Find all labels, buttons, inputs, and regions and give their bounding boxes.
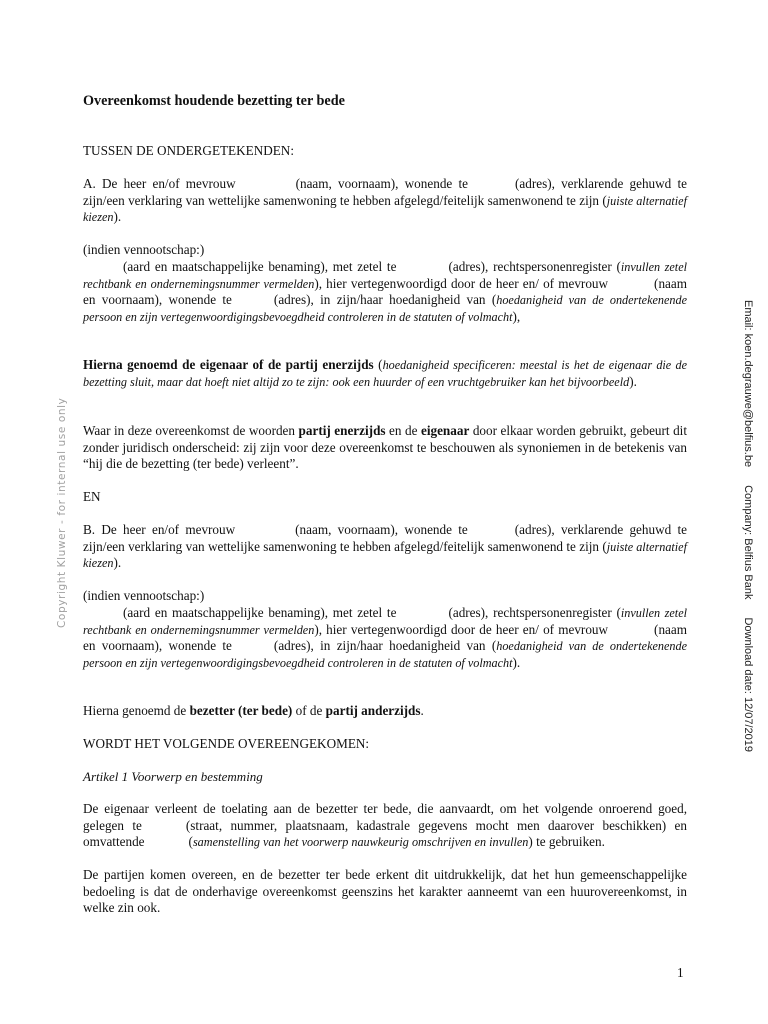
hierna-bezetter-text-3: . (420, 703, 424, 718)
company-label: Company: Belfius Bank (742, 485, 754, 600)
page-number: 1 (677, 965, 684, 980)
waar-paragraph (83, 423, 687, 473)
hierna-eigenaar-bold: Hierna genoemd de eigenaar of de partij enerzijds (83, 357, 374, 372)
party-b-v-text-4: (naam en voornaam), wonende te (83, 621, 687, 654)
party-b-paragraph (83, 522, 687, 572)
email-label: Email: koen.degrauwe@belfius.be (742, 300, 754, 468)
party-a-vennootschap-paragraph (83, 259, 687, 325)
waar-text-2: en de (385, 423, 421, 438)
party-b-v-text-6: ). (512, 654, 521, 670)
tussen-heading: TUSSEN DE ONDERGETEKENDEN: (83, 143, 294, 158)
copyright-watermark: Copyright Kluwer - for internal use only (56, 397, 68, 628)
party-a-text-1: A. De heer en/of mevrouw (83, 176, 236, 191)
partijen-paragraph: De partijen komen overeen, en de bezetter ter bede erkent dit uitdrukkelijk, dat het hun gemeenschappelijke bedoeling is dat de onderhavige overeenkomst geenszins het karakter aanneemt van een huurovereenkomst, in welke zin ook. (83, 867, 687, 916)
artikel-1-heading: Artikel 1 Voorwerp en bestemming (83, 769, 263, 784)
hierna-bezetter-paragraph (83, 703, 687, 720)
party-a-italic: juiste alternatief kiezen (83, 193, 687, 225)
party-b-v-text-1: (aard en maatschappelijke benaming), met zetel te (123, 605, 397, 620)
hierna-bezetter-text-1: Hierna genoemd de (83, 703, 190, 718)
party-b-text-2: (naam, voornaam), wonende te (295, 522, 468, 537)
party-a-v-text-3: ), hier vertegenwoordigd door de heer en/ of mevrouw (314, 275, 609, 291)
download-info-sidebar (742, 300, 754, 770)
party-b-v-text-2: (adres), rechtspersonenregister ( (448, 605, 621, 620)
wordt-heading: WORDT HET VOLGENDE OVEREENGEKOMEN: (83, 736, 370, 751)
hierna-eigenaar-close: ). (629, 373, 637, 389)
hierna-bezetter-bold-2: partij anderzijds (325, 703, 421, 718)
download-date-label: Download date: 12/07/2019 (742, 617, 754, 753)
party-a-v-text-1: (aard en maatschappelijke benaming), met zetel te (123, 259, 397, 274)
party-b-v-italic-1: invullen zetel rechtbank en ondernemingsnummer vermelden (83, 606, 687, 637)
party-b-vennootschap-label: (indien vennootschap:) (83, 588, 205, 603)
party-b-v-text-3: ), hier vertegenwoordigd door de heer en/ of mevrouw (314, 621, 609, 637)
party-a-paragraph (83, 176, 687, 226)
hierna-eigenaar-paragraph (83, 357, 687, 390)
party-a-v-text-4: (naam en voornaam), wonende te (83, 275, 687, 308)
party-a-text-3: (adres), verklarende gehuwd te zijn/een verklaring van wettelijke samenwoning te hebben afgelegd/feitelijk samenwonend te zijn ( (83, 176, 687, 208)
party-a-v-italic-1: invullen zetel rechtbank en ondernemingsnummer vermelden (83, 260, 687, 291)
hierna-eigenaar-open: ( (373, 357, 383, 372)
waar-text-3: door elkaar worden gebruikt, gebeurt dit zonder juridisch onderscheid: zij zijn voor deze overeenkomst te beschouwen als synoniemen in de betekenis van “hij die de bezetting (ter bede) verleent”. (83, 423, 688, 472)
party-b-v-text-5: (adres), in zijn/haar hoedanigheid van ( (273, 638, 497, 654)
art1-text-3: ( (188, 834, 193, 850)
party-b-text-4: ). (113, 555, 122, 571)
hierna-bezetter-text-2: of de (292, 703, 326, 718)
waar-bold-2: eigenaar (420, 423, 470, 438)
party-b-text-1: B. De heer en/of mevrouw (83, 522, 236, 537)
party-b-italic: juiste alternatief kiezen (83, 539, 687, 571)
en-separator: EN (83, 489, 101, 504)
waar-bold-1: partij enerzijds (298, 423, 386, 438)
party-a-text-4: ). (113, 209, 122, 225)
party-a-v-text-6: ), (512, 308, 521, 324)
hierna-eigenaar-italic: hoedanigheid specificeren: meestal is het de eigenaar die de bezetting sluit, maar dat hoeft niet altijd zo te zijn: ook een huurder of een vruchtgebruiker kan het bijvoorbeeld (83, 358, 687, 389)
party-b-v-italic-2: hoedanigheid van de ondertekenende persoon en zijn vertegenwoordigingsbevoegdheid controleren in de statuten of volmacht (83, 639, 687, 670)
art1-italic: samenstelling van het voorwerp nauwkeurig omschrijven en invullen (192, 835, 529, 850)
art1-text-2: (straat, nummer, plaatsnaam, kadastrale gegevens mocht men daarover beschikken) en omvattende (83, 817, 687, 850)
art1-text-4: ) te gebruiken. (528, 834, 605, 850)
party-b-vennootschap-paragraph (83, 605, 687, 671)
party-a-v-italic-2: hoedanigheid van de ondertekenende persoon en zijn vertegenwoordigingsbevoegdheid controleren in de statuten of volmacht (83, 293, 687, 324)
party-a-v-text-5: (adres), in zijn/haar hoedanigheid van ( (273, 292, 497, 308)
hierna-bezetter-bold-1: bezetter (ter bede) (189, 703, 293, 718)
party-a-v-text-2: (adres), rechtspersonenregister ( (448, 259, 621, 274)
document-title: Overeenkomst houdende bezetting ter bede (83, 93, 345, 109)
art1-text-1: De eigenaar verleent de toelating aan de bezetter ter bede, die aanvaardt, om het volgende onroerend goed, gelegen te (83, 801, 687, 833)
waar-text-1: Waar in deze overeenkomst de woorden (83, 423, 299, 438)
party-a-text-2: (naam, voornaam), wonende te (295, 176, 468, 191)
party-b-text-3: (adres), verklarende gehuwd te zijn/een verklaring van wettelijke samenwoning te hebben afgelegd/feitelijk samenwonend te zijn ( (83, 522, 687, 554)
artikel-1-paragraph (83, 801, 687, 851)
party-a-vennootschap-label: (indien vennootschap:) (83, 242, 205, 257)
